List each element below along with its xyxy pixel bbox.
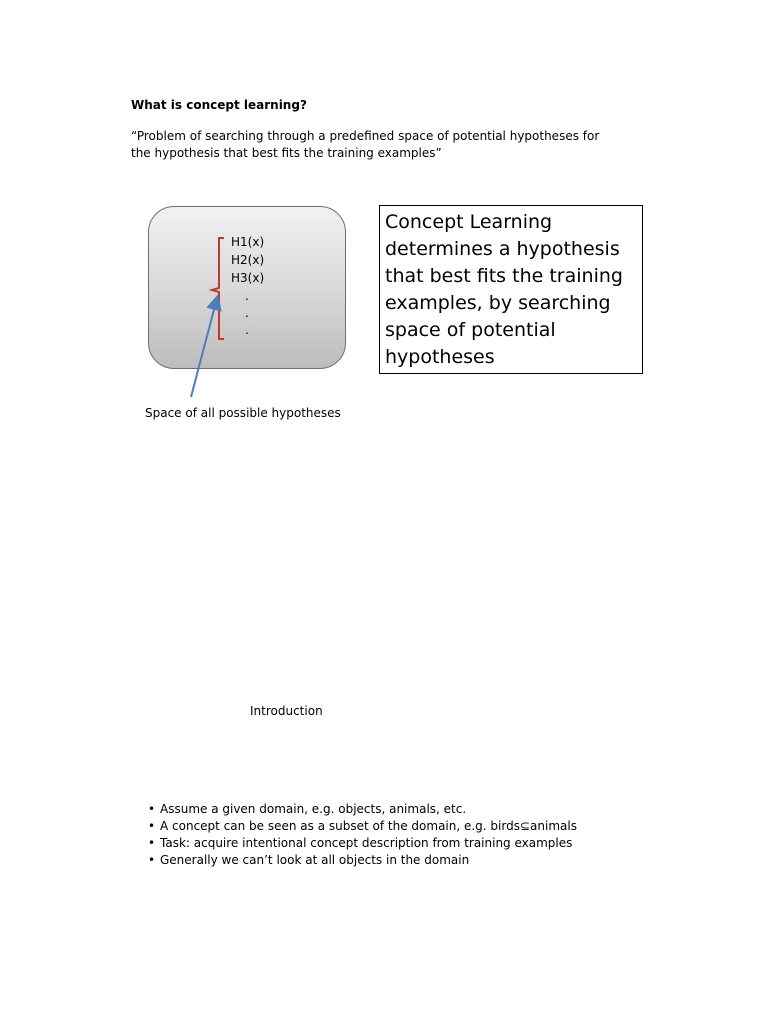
hypothesis-item: H2(x) (231, 253, 265, 267)
definition-line: space of potential (385, 319, 556, 341)
bullet-list (148, 801, 577, 869)
definition-line: determines a hypothesis (385, 238, 620, 260)
definition-line: examples, by searching (385, 292, 611, 314)
bullet-icon: • (148, 836, 156, 850)
bullet-icon: • (148, 819, 156, 833)
ellipsis-dot: . (245, 289, 249, 303)
diagram-caption: Space of all possible hypotheses (145, 406, 341, 420)
list-item (148, 835, 577, 852)
bullet-icon: • (148, 853, 156, 867)
definition-line: hypotheses (385, 346, 495, 368)
definition-quote (131, 128, 599, 162)
quote-line: “Problem of searching through a predefined space of potential hypotheses for (131, 129, 600, 143)
bullet-text: Generally we can’t look at all objects in the domain (160, 853, 470, 867)
bullet-icon: • (148, 802, 156, 816)
list-item (148, 852, 577, 869)
section-heading: What is concept learning? (131, 98, 307, 112)
definition-box (379, 205, 643, 374)
ellipsis-dot: . (245, 323, 249, 337)
bullet-text: Task: acquire intentional concept description from training examples (160, 836, 573, 850)
definition-line: that best fits the training (385, 265, 623, 287)
bullet-text: Assume a given domain, e.g. objects, animals, etc. (160, 802, 467, 816)
hypothesis-space-box (148, 206, 346, 369)
hypothesis-item: H1(x) (231, 235, 265, 249)
hypothesis-item: H3(x) (231, 271, 265, 285)
list-item (148, 801, 577, 818)
list-item (148, 818, 577, 835)
quote-line: the hypothesis that best fits the training examples” (131, 146, 442, 160)
bullet-text: A concept can be seen as a subset of the domain, e.g. birds⊆animals (160, 819, 577, 833)
definition-line: Concept Learning (385, 211, 553, 233)
introduction-label: Introduction (250, 704, 323, 718)
ellipsis-dot: . (245, 306, 249, 320)
